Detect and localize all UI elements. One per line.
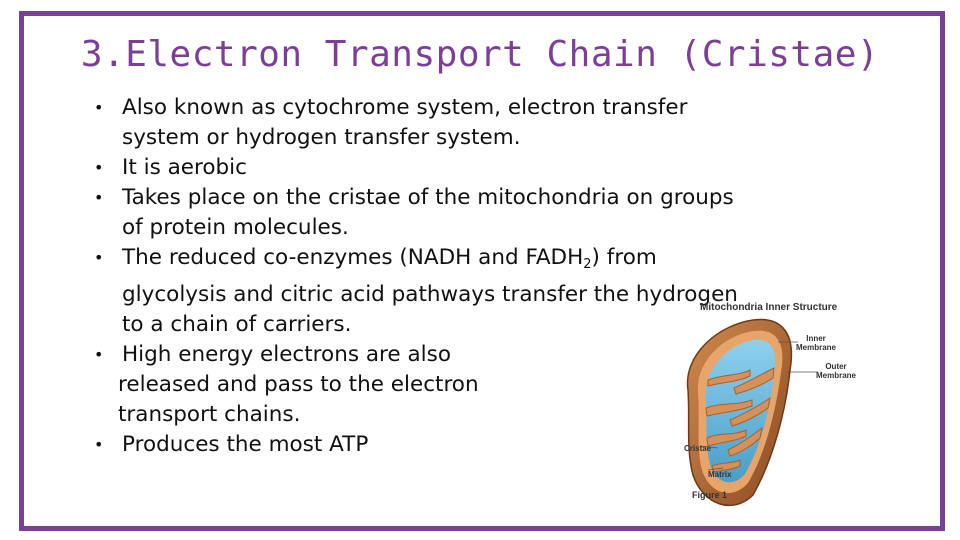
bullet-text-cont: glycolysis and citric acid pathways transfer the hydrogen	[122, 282, 738, 307]
bullet-dot: •	[94, 345, 104, 364]
bullet-text: Takes place on the cristae of the mitochondria on groups	[122, 185, 734, 210]
bullet-item	[88, 153, 828, 183]
label-matrix: Matrix	[708, 470, 732, 479]
bullet-dot: •	[94, 188, 104, 207]
bullet-text	[122, 243, 828, 280]
figure-heading: Mitochondria Inner Structure	[700, 302, 838, 313]
bullet-text: It is aerobic	[122, 155, 247, 180]
bullet-text: Also known as cytochrome system, electron transfer	[122, 95, 688, 120]
bullet-item	[88, 93, 828, 153]
bullet-text-cont: system or hydrogen transfer system.	[122, 125, 521, 150]
bullet-text: High energy electrons are also	[122, 342, 451, 367]
figure-caption: Figure 1	[692, 490, 728, 500]
slide-title: 3.Electron Transport Chain (Cristae)	[80, 34, 880, 75]
bullet-text-part: ) from	[591, 245, 657, 270]
bullet-text-cont: to a chain of carriers.	[122, 312, 352, 337]
mitochondria-figure	[678, 300, 856, 508]
bullet-text: Produces the most ATP	[122, 432, 369, 457]
label-cristae: Cristae	[684, 444, 712, 453]
bullet-text-part: The reduced co-enzymes (NADH and FADH	[122, 245, 584, 270]
subscript: 2	[583, 257, 592, 272]
mitochondria-image	[678, 300, 848, 508]
bullet-text-cont: of protein molecules.	[122, 215, 349, 240]
bullet-text-cont: transport chains.	[118, 402, 301, 427]
label-outer-membrane: Outer Membrane	[815, 362, 856, 380]
bullet-dot: •	[94, 435, 104, 454]
bullet-text-cont: released and pass to the electron	[118, 372, 479, 397]
bullet-dot: •	[94, 98, 104, 117]
bullet-item	[88, 183, 828, 243]
bullet-dot: •	[94, 248, 104, 267]
label-inner-membrane: Inner Membrane	[795, 334, 836, 352]
bullet-dot: •	[94, 158, 104, 177]
